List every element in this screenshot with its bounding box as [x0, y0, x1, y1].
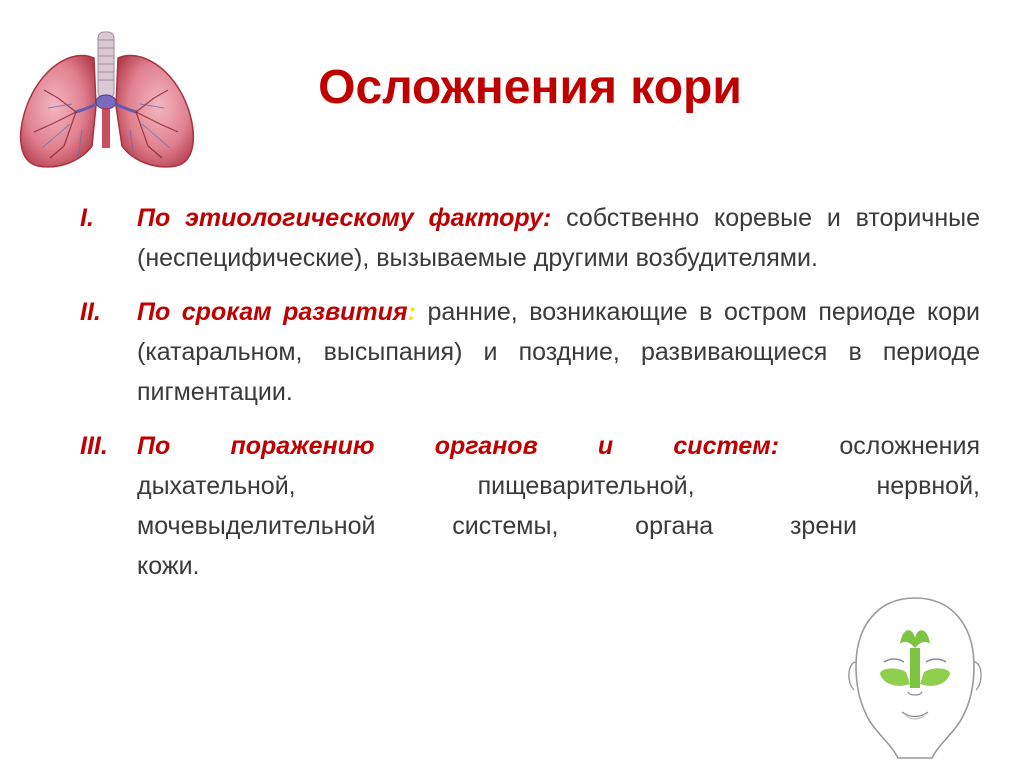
- item-number: III.: [80, 432, 108, 460]
- item-text-line-4: кожи.: [137, 552, 200, 580]
- item-line-1: [137, 426, 980, 466]
- item-lead-colon: :: [770, 432, 780, 460]
- list-item: [80, 426, 980, 586]
- item-lead-colon: :: [542, 204, 552, 232]
- item-lead: По этиологическому фактору: [137, 204, 543, 232]
- list-item: [80, 292, 980, 412]
- item-text-line-1: осложнения: [779, 432, 980, 460]
- item-lead: По срокам развития: [137, 298, 408, 326]
- complications-list: [80, 198, 980, 600]
- item-text: собственно коревые и вторичные (неспецифические), вызываемые другими возбудителями.: [137, 204, 981, 272]
- slide-title: Осложнения кори: [318, 61, 742, 114]
- item-text-line-3: мочевыделительной системы, органа зрени: [137, 512, 857, 540]
- item-text-line-2: дыхательной, пищеварительной, нервной,: [137, 472, 980, 500]
- item-number: I.: [80, 204, 94, 232]
- lungs-illustration: [12, 28, 202, 173]
- item-lead-colon: :: [407, 298, 416, 326]
- item-text: ранние, возникающие в остром периоде кори (катаральном, высыпания) и поздние, развивающиеся в периоде пигментации.: [137, 298, 980, 406]
- list-item: [80, 198, 980, 278]
- head-sinus-illustration: [840, 592, 990, 767]
- item-number: II.: [80, 298, 101, 326]
- item-lead: По поражению органов и систем: [137, 432, 771, 460]
